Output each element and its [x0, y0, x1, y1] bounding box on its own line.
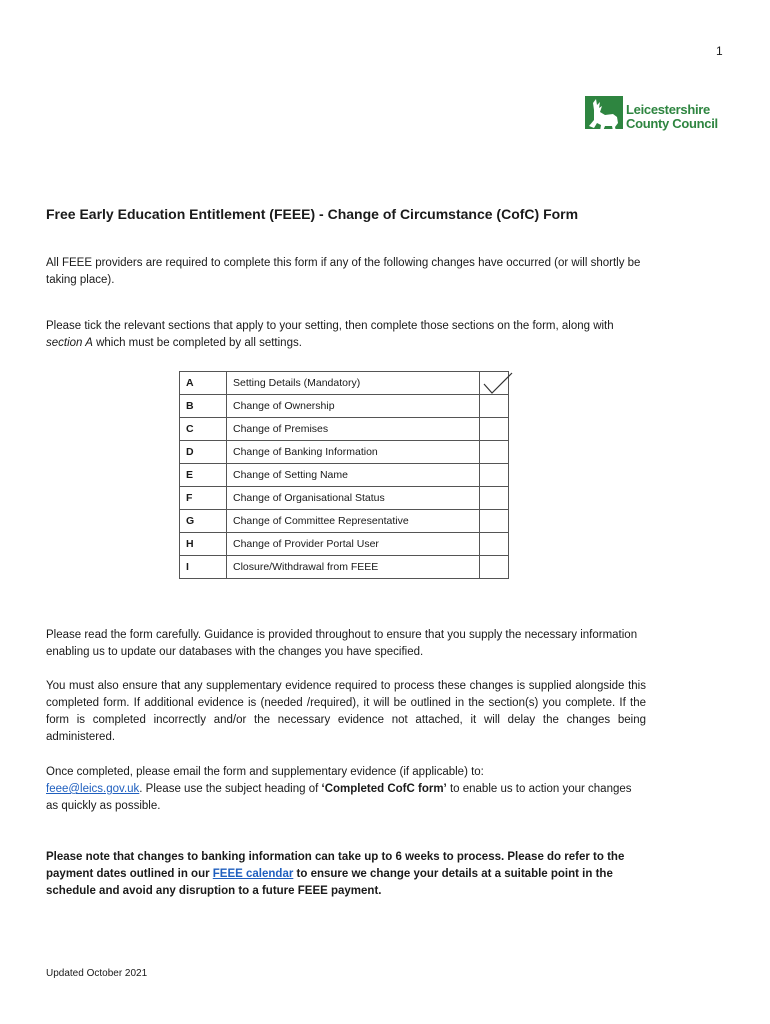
section-tick-box[interactable] — [480, 418, 509, 441]
section-row — [180, 441, 509, 464]
form-title: Free Early Education Entitlement (FEEE) - Change of Circumstance (CofC) Form — [46, 206, 579, 222]
feee-calendar-link[interactable]: FEEE calendar — [212, 868, 294, 880]
section-row — [180, 464, 509, 487]
section-label: Setting Details (Mandatory) — [227, 372, 480, 395]
council-logo — [585, 96, 725, 136]
section-letter: D — [180, 441, 227, 464]
logo-line-1: Leicestershire — [626, 102, 710, 117]
email-subject: ‘Completed CofC form’ — [321, 783, 447, 795]
logo-line-2: County Council — [626, 116, 718, 131]
section-tick-box[interactable] — [480, 441, 509, 464]
section-letter: A — [180, 372, 227, 395]
tick-instruction-text-1: Please tick the relevant sections that apply to your setting, then complete those sections on the form, along with — [46, 320, 614, 332]
guidance-paragraph: Please read the form carefully. Guidance is provided throughout to ensure that you supply the necessary information enabling us to update our databases with the changes you have specified. — [46, 629, 638, 658]
banking-note — [46, 849, 636, 900]
footer-updated: Updated October 2021 — [46, 968, 148, 979]
email-text-2: . Please use the subject heading of — [139, 783, 322, 795]
section-tick-box[interactable] — [480, 533, 509, 556]
email-text-1: Once completed, please email the form and supplementary evidence (if applicable) to: — [46, 766, 484, 778]
section-tick-box[interactable] — [480, 372, 509, 395]
section-label: Change of Banking Information — [227, 441, 480, 464]
section-row — [180, 372, 509, 395]
tick-instruction — [46, 318, 646, 352]
tick-instruction-text-2: which must be completed by all settings. — [92, 337, 302, 349]
page-number: 1 — [716, 44, 723, 58]
section-tick-box[interactable] — [480, 556, 509, 579]
section-tick-box[interactable] — [480, 464, 509, 487]
section-label: Change of Organisational Status — [227, 487, 480, 510]
section-row — [180, 395, 509, 418]
section-letter: C — [180, 418, 227, 441]
section-letter: E — [180, 464, 227, 487]
section-label: Change of Setting Name — [227, 464, 480, 487]
email-paragraph — [46, 764, 646, 815]
section-letter: B — [180, 395, 227, 418]
section-letter: H — [180, 533, 227, 556]
check-mark-icon — [483, 372, 513, 394]
section-row — [180, 418, 509, 441]
banking-text-1: Please note that changes to banking information can take up to 6 weeks to process. Please do refer to the payment dates outlined in our — [46, 851, 625, 880]
section-tick-box[interactable] — [480, 395, 509, 418]
section-letter: I — [180, 556, 227, 579]
section-label: Change of Committee Representative — [227, 510, 480, 533]
evidence-paragraph: You must also ensure that any supplementary evidence required to process these changes is supplied alongside this completed form. If additional evidence is (needed /required), it will be outlined in the section(s) you complete. If the form is completed incorrectly and/or the necessary evidence not attached, it will delay the changes being administered. — [46, 680, 646, 743]
section-label: Closure/Withdrawal from FEEE — [227, 556, 480, 579]
email-text-3: to enable us to action your changes as quickly as possible. — [46, 783, 632, 812]
section-tick-box[interactable] — [480, 510, 509, 533]
stag-emblem-icon — [585, 96, 623, 134]
sections-table — [179, 371, 509, 579]
email-link[interactable]: feee@leics.gov.uk — [46, 783, 140, 795]
section-letter: G — [180, 510, 227, 533]
section-letter: F — [180, 487, 227, 510]
section-label: Change of Premises — [227, 418, 480, 441]
section-row — [180, 533, 509, 556]
section-label: Change of Provider Portal User — [227, 533, 480, 556]
section-row — [180, 556, 509, 579]
section-tick-box[interactable] — [480, 487, 509, 510]
section-row — [180, 487, 509, 510]
banking-text-2: to ensure we change your details at a suitable point in the schedule and avoid any disruption to a future FEEE payment. — [46, 868, 613, 897]
section-row — [180, 510, 509, 533]
intro-paragraph: All FEEE providers are required to complete this form if any of the following changes have occurred (or will shortly be taking place). — [46, 257, 641, 286]
tick-instruction-emphasis: section A — [46, 337, 93, 349]
section-label: Change of Ownership — [227, 395, 480, 418]
